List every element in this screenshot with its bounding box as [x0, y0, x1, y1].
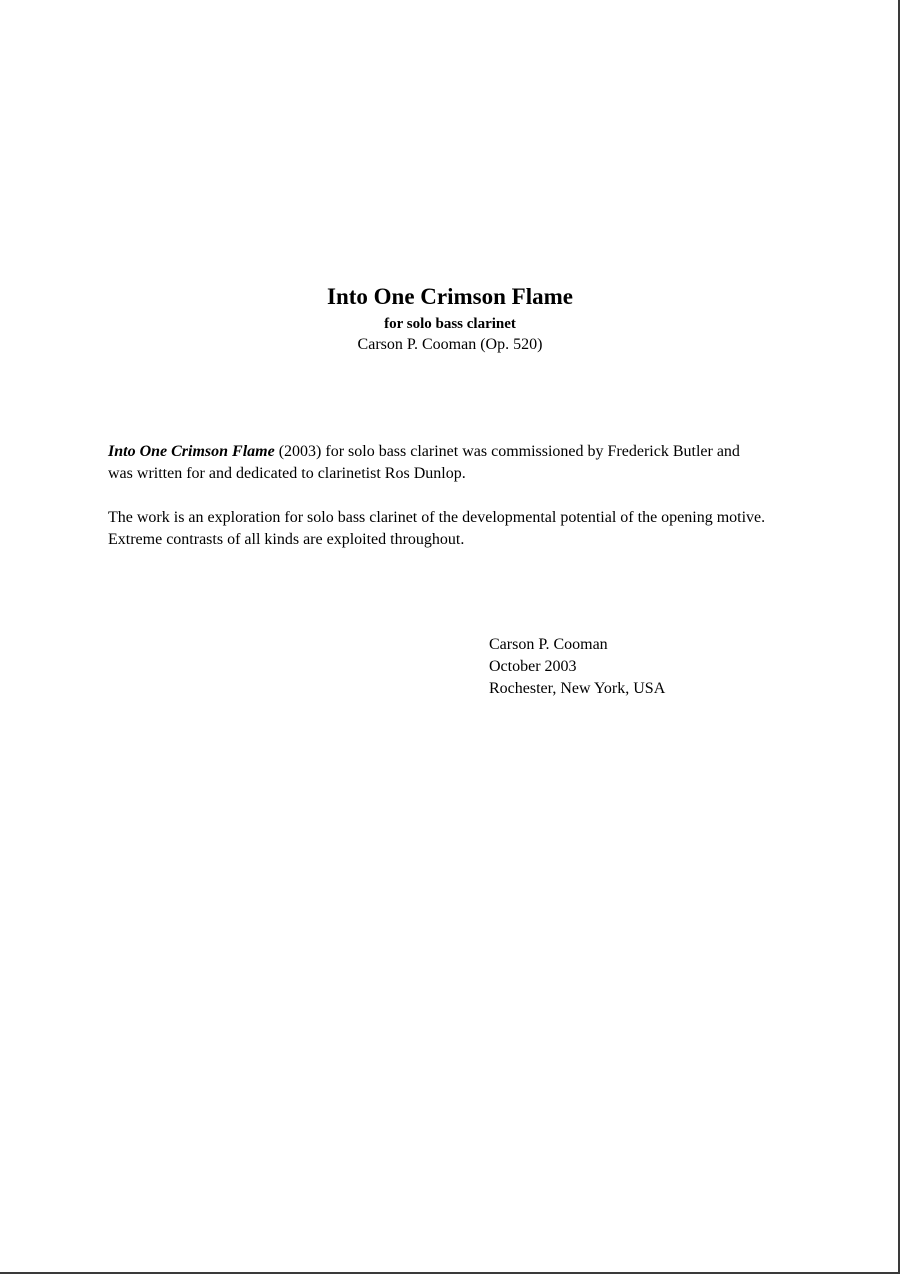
program-notes [108, 441, 768, 573]
signature-date: October 2003 [489, 658, 577, 675]
instrumentation-subtitle: for solo bass clarinet [384, 316, 516, 332]
signature-name: Carson P. Cooman [489, 636, 608, 653]
page-title: Into One Crimson Flame [327, 284, 573, 309]
title-block [0, 280, 900, 356]
composer-opus-line: Carson P. Cooman (Op. 520) [357, 336, 543, 353]
paragraph-1-text: (2003) for solo bass clarinet was commissioned by Frederick Butler and was written for and dedicated to clarinetist Ros Dunlop. [108, 443, 740, 482]
signature-place: Rochester, New York, USA [489, 680, 666, 697]
work-title-italic: Into One Crimson Flame [108, 443, 275, 460]
program-note-paragraph-2: The work is an exploration for solo bass clarinet of the developmental potential of the opening motive. Extreme contrasts of all kinds are exploited throughout. [108, 509, 766, 548]
program-note-paragraph-1 [108, 441, 768, 485]
signature-block [489, 634, 665, 700]
